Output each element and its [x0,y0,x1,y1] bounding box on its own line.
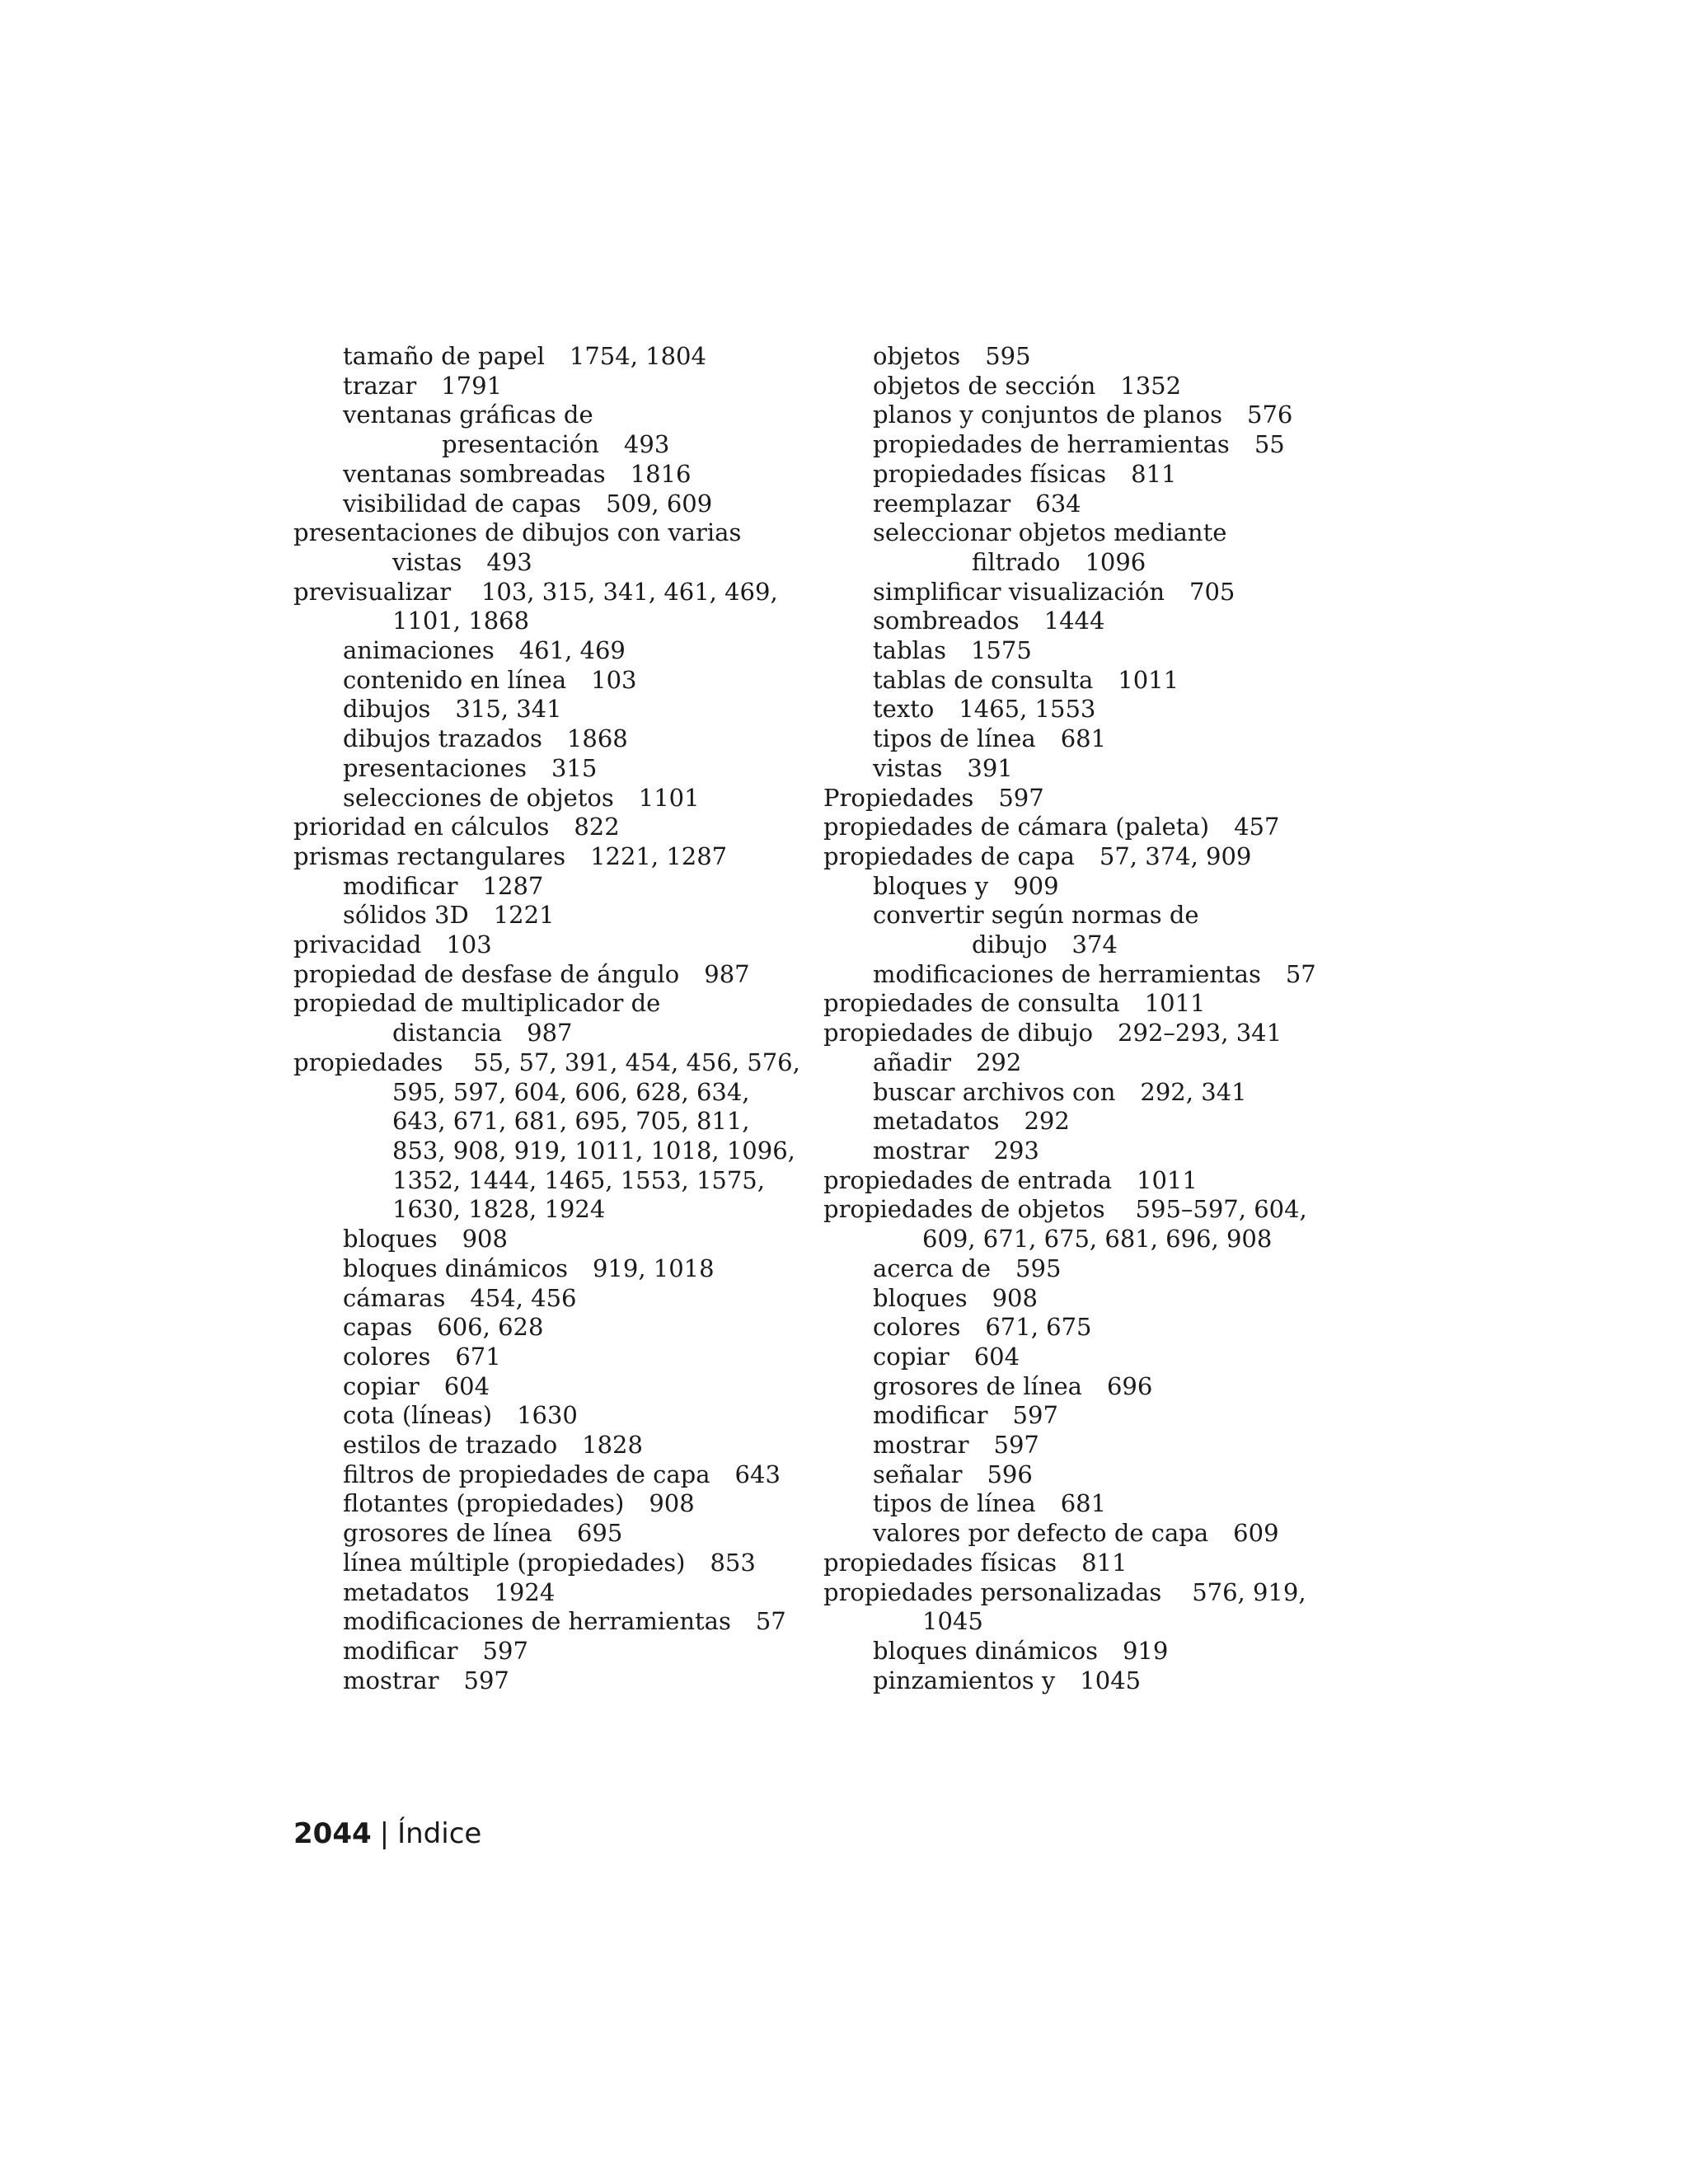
index-page-refs: 493 [486,547,532,576]
index-term: colores [873,1313,961,1342]
index-page-refs: 1816 [630,459,692,488]
index-subentry [823,666,1351,696]
index-page-refs: 604 [973,1342,1020,1371]
index-term: tablas [873,636,946,665]
index-page-refs: 1754, 1804 [569,342,706,370]
index-term: señalar [873,1460,963,1488]
index-term: grosores de línea [343,1519,552,1548]
index-subentry [293,1607,821,1637]
index-page-refs: 57, 374, 909 [1099,841,1252,870]
index-subentry [823,960,1351,990]
index-term: cámaras [343,1283,446,1312]
index-page-refs: 57 [1285,959,1316,988]
index-term: propiedad de desfase de ángulo [293,959,680,988]
section-title: Índice [397,1817,482,1850]
index-subentry [823,695,1351,724]
index-entry [293,842,821,872]
index-continuation: filtrado 1096 [972,547,1146,576]
index-subentry [293,1578,821,1608]
index-continuation: distancia 987 [392,1019,573,1047]
index-page-refs: 671, 675 [985,1313,1092,1342]
index-term: vistas [873,753,943,782]
index-term: tipos de línea [873,724,1036,753]
index-term: animaciones [343,636,495,665]
index-subentry [823,1519,1351,1549]
index-subentry [823,1401,1351,1431]
index-term: capas [343,1313,413,1342]
index-subentry [823,430,1351,460]
index-term: propiedades de entrada [823,1165,1113,1194]
index-page-refs: 1096 [1085,547,1146,576]
index-page-refs: 822 [574,813,620,841]
index-page-refs: 315, 341 [455,695,562,724]
index-page-refs: 908 [462,1225,508,1254]
index-term: propiedades 55, 57, 391, 454, 456, 576, [293,1047,800,1076]
index-page-refs: 987 [704,959,750,988]
index-entry [293,518,821,577]
index-page-refs: 811 [1131,459,1177,488]
index-term: trazar [343,371,417,400]
page-footer [293,1816,481,1852]
index-page-refs: 391 [967,753,1013,782]
index-subentry [293,1343,821,1372]
index-subentry [293,1489,821,1519]
index-subentry [293,1460,821,1490]
index-page-refs: 576 [1247,401,1293,429]
index-subentry [823,1048,1351,1078]
index-entry [823,813,1351,842]
index-page-refs: 509, 609 [606,489,713,518]
index-continuation: 1101, 1868 [392,607,530,635]
index-subentry [823,1460,1351,1490]
index-continuation: 1630, 1828, 1924 [392,1195,606,1224]
index-subentry [823,901,1351,959]
index-term: modificar [873,1401,988,1430]
index-term: bloques [873,1283,968,1312]
index-page-refs: 595 [1015,1254,1062,1282]
index-page-refs: 695 [576,1519,623,1548]
index-subentry [293,490,821,519]
index-subentry [293,1225,821,1254]
index-term: modificar [343,1636,458,1665]
index-page-refs: 919, 1018 [592,1254,715,1282]
index-term: ventanas gráficas de [343,401,593,429]
index-subentry [293,872,821,902]
index-page-refs: 643 [734,1460,781,1488]
index-term: buscar archivos con [873,1077,1116,1106]
index-subentry [823,1343,1351,1372]
index-page-refs: 606, 628 [437,1313,544,1342]
index-term: selecciones de objetos [343,783,614,812]
index-continuation: 595, 597, 604, 606, 628, 634, [392,1077,750,1106]
index-term: planos y conjuntos de planos [873,401,1222,429]
index-entry [823,1578,1351,1637]
index-subentry [823,490,1351,519]
index-page-refs: 681 [1060,724,1107,753]
index-term: propiedades de consulta [823,989,1120,1018]
index-page-refs: 671 [455,1342,501,1371]
index-page-refs: 1352 [1120,371,1182,400]
index-page-refs: 596 [987,1460,1033,1488]
index-term: presentaciones [343,753,527,782]
index-subentry [823,518,1351,577]
index-term: propiedades de dibujo [823,1019,1094,1047]
index-term: bloques dinámicos [343,1254,568,1282]
index-page-refs: 634 [1035,489,1081,518]
index-term: privacidad [293,930,422,959]
index-page-refs: 493 [623,430,670,459]
index-page-refs: 457 [1234,813,1280,841]
index-continuation: 643, 671, 681, 695, 705, 811, [392,1107,750,1136]
index-page-refs: 1575 [970,636,1032,665]
index-term: propiedades personalizadas 576, 919, [823,1577,1306,1606]
index-term: mostrar [873,1431,969,1460]
index-subentry [823,754,1351,784]
index-subentry [293,460,821,490]
index-subentry [823,1372,1351,1402]
index-subentry [823,1137,1351,1166]
index-term: sólidos 3D [343,901,469,930]
index-subentry [823,1431,1351,1460]
index-subentry [823,578,1351,607]
index-subentry [293,1401,821,1431]
index-subentry [823,1637,1351,1666]
index-subentry [293,1313,821,1343]
index-term: copiar [873,1342,950,1371]
index-page-refs: 987 [527,1019,573,1047]
index-subentry [823,1284,1351,1314]
index-page-refs: 1011 [1137,1165,1198,1194]
index-subentry [823,872,1351,902]
index-term: dibujos [343,695,431,724]
index-term: línea múltiple (propiedades) [343,1548,686,1577]
index-page-refs: 811 [1081,1548,1128,1577]
index-page-refs: 1924 [494,1577,556,1606]
index-term: Propiedades [823,783,974,812]
index-subentry [823,1666,1351,1696]
index-page-refs: 597 [1012,1401,1058,1430]
index-term: filtros de propiedades de capa [343,1460,710,1488]
index-term: simplificar visualización [873,577,1165,606]
index-entry [293,989,821,1047]
index-page-refs: 292 [975,1047,1022,1076]
index-subentry [823,1313,1351,1343]
index-page-refs: 696 [1106,1371,1153,1400]
index-term: propiedades de cámara (paleta) [823,813,1210,841]
index-continuation: 609, 671, 675, 681, 696, 908 [922,1225,1273,1254]
index-term: convertir según normas de [873,901,1199,930]
index-page-refs: 597 [993,1431,1039,1460]
index-term: añadir [873,1047,951,1076]
index-subentry [823,372,1351,401]
footer-separator: | [379,1817,390,1850]
index-term: dibujos trazados [343,724,542,753]
index-page-refs: 909 [1013,871,1059,900]
index-page-refs: 1868 [566,724,628,753]
index-column-left [293,342,821,1695]
index-page-refs: 293 [993,1136,1039,1165]
index-subentry [293,724,821,754]
index-column-right [823,342,1351,1695]
index-subentry [293,1637,821,1666]
index-entry [823,989,1351,1019]
index-subentry [823,1489,1351,1519]
index-subentry [293,1372,821,1402]
index-subentry [823,460,1351,490]
index-page-refs: 461, 469 [518,636,626,665]
index-entry [823,1166,1351,1196]
index-term: mostrar [343,1666,439,1694]
index-page-refs: 705 [1189,577,1236,606]
index-continuation: dibujo 374 [972,930,1118,959]
index-subentry [823,1107,1351,1137]
index-term: texto [873,695,935,724]
index-entry [293,1048,821,1225]
index-term: propiedades físicas [823,1548,1057,1577]
index-subentry [823,342,1351,372]
index-term: prioridad en cálculos [293,813,550,841]
index-page-refs: 1287 [482,871,544,900]
index-page-refs: 1221 [493,901,555,930]
index-page-refs: 919 [1122,1636,1169,1665]
index-subentry [293,342,821,372]
index-subentry [823,1078,1351,1108]
index-page-refs: 681 [1060,1489,1107,1518]
index-page-refs: 908 [649,1489,695,1518]
index-page-refs: 103 [446,930,492,959]
index-page-refs: 57 [755,1607,786,1636]
index-continuation: 853, 908, 919, 1011, 1018, 1096, [392,1136,795,1165]
index-subentry [293,1519,821,1549]
index-term: tipos de línea [873,1489,1036,1518]
index-page-refs: 1011 [1144,989,1206,1018]
index-entry [293,813,821,842]
index-term: bloques dinámicos [873,1636,1098,1665]
index-term: propiedades de objetos 595–597, 604, [823,1195,1307,1224]
index-page-refs: 597 [482,1636,528,1665]
index-term: objetos [873,342,961,370]
index-term: bloques y [873,871,989,900]
index-page-refs: 1630 [517,1401,578,1430]
index-term: pinzamientos y [873,1666,1056,1694]
index-term: seleccionar objetos mediante [873,518,1227,547]
index-page-refs: 908 [992,1283,1038,1312]
index-subentry [293,636,821,666]
index-continuation: presentación 493 [442,430,670,459]
index-page-refs: 597 [998,783,1044,812]
index-term: bloques [343,1225,438,1254]
index-term: presentaciones de dibujos con varias [293,518,742,547]
index-page-refs: 292 [1024,1107,1070,1136]
index-term: valores por defecto de capa [873,1519,1209,1548]
index-continuation: 1045 [922,1607,983,1636]
index-entry [293,960,821,990]
index-page-refs: 374 [1071,930,1118,959]
index-page-refs: 1465, 1553 [959,695,1096,724]
index-term: mostrar [873,1136,969,1165]
index-subentry [293,695,821,724]
index-subentry [823,1254,1351,1284]
index-term: previsualizar 103, 315, 341, 461, 469, [293,577,778,606]
index-page-refs: 454, 456 [470,1283,577,1312]
index-term: modificaciones de herramientas [343,1607,731,1636]
index-term: prismas rectangulares [293,841,566,870]
index-term: modificaciones de herramientas [873,959,1261,988]
index-continuation: vistas 493 [392,547,532,576]
index-page-refs: 292, 341 [1140,1077,1247,1106]
index-entry [823,1019,1351,1048]
index-term: ventanas sombreadas [343,459,606,488]
index-entry [823,1195,1351,1254]
index-subentry [293,401,821,459]
index-term: colores [343,1342,431,1371]
index-page-refs: 597 [463,1666,509,1694]
page-number: 2044 [293,1817,372,1850]
index-subentry [823,607,1351,636]
index-entry [823,784,1351,813]
index-page-refs: 292–293, 341 [1118,1019,1282,1047]
index-term: contenido en línea [343,665,567,694]
index-page-refs: 1221, 1287 [590,841,728,870]
index-term: metadatos [873,1107,1000,1136]
index-term: copiar [343,1371,420,1400]
index-term: propiedades físicas [873,459,1107,488]
index-subentry [293,666,821,696]
index-page-refs: 1101 [638,783,700,812]
index-page-refs: 1444 [1043,607,1105,635]
index-entry [293,930,821,960]
index-term: tablas de consulta [873,665,1094,694]
index-entry [293,578,821,636]
index-subentry [293,784,821,813]
index-term: propiedades de herramientas [873,430,1230,459]
index-term: objetos de sección [873,371,1096,400]
index-page-refs: 55 [1254,430,1285,459]
index-subentry [293,1549,821,1578]
index-subentry [293,754,821,784]
index-page-refs: 103 [591,665,637,694]
index-subentry [293,1254,821,1284]
index-page-refs: 595 [985,342,1031,370]
index-term: cota (líneas) [343,1401,493,1430]
index-entry [823,842,1351,872]
index-subentry [293,1284,821,1314]
index-page-refs: 604 [443,1371,490,1400]
index-page-refs: 1791 [441,371,503,400]
index-term: visibilidad de capas [343,489,582,518]
index-subentry [293,372,821,401]
index-page-refs: 853 [710,1548,756,1577]
index-term: grosores de línea [873,1371,1082,1400]
index-term: metadatos [343,1577,470,1606]
index-term: estilos de trazado [343,1431,558,1460]
index-entry [823,1549,1351,1578]
index-page-refs: 609 [1233,1519,1279,1548]
index-subentry [293,1431,821,1460]
index-term: sombreados [873,607,1020,635]
index-subentry [293,1666,821,1696]
index-page-refs: 315 [551,753,598,782]
index-subentry [823,636,1351,666]
index-term: modificar [343,871,458,900]
index-term: propiedades de capa [823,841,1075,870]
index-subentry [823,724,1351,754]
index-page-refs: 1011 [1118,665,1179,694]
index-subentry [823,401,1351,430]
index-term: acerca de [873,1254,992,1282]
index-term: propiedad de multiplicador de [293,989,661,1018]
index-term: tamaño de papel [343,342,545,370]
index-page-refs: 1045 [1080,1666,1142,1694]
index-continuation: 1352, 1444, 1465, 1553, 1575, [392,1165,765,1194]
index-term: reemplazar [873,489,1011,518]
index-subentry [293,901,821,930]
index-term: flotantes (propiedades) [343,1489,625,1518]
index-page-refs: 1828 [582,1431,643,1460]
